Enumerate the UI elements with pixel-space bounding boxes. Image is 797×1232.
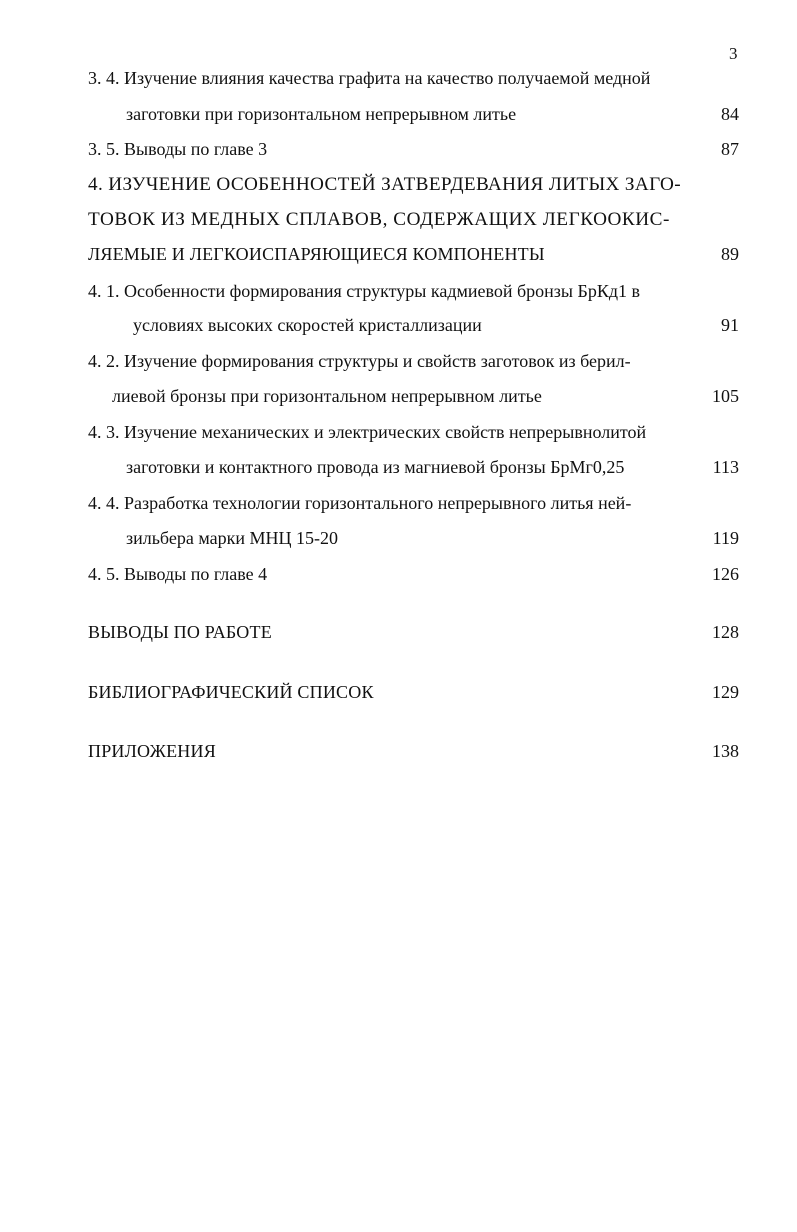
toc-page-number: 128 bbox=[712, 622, 739, 642]
toc-entry-text: 4. 1. Особенности формирования структуры кадмиевой бронзы БрКд1 в bbox=[88, 281, 641, 301]
toc-entry-text: лиевой бронзы при горизонтальном непрерывном литье bbox=[112, 386, 542, 406]
toc-page-number: 91 bbox=[721, 315, 739, 335]
toc-entry-text: 4. 3. Изучение механических и электрических свойств непрерывнолитой bbox=[88, 422, 647, 442]
toc-page-number: 129 bbox=[712, 682, 739, 702]
toc-chapter-text: 4. ИЗУЧЕНИЕ ОСОБЕННОСТЕЙ ЗАТВЕРДЕВАНИЯ ЛИТЫХ ЗАГО- bbox=[88, 174, 681, 195]
toc-entry-text: 3. 5. Выводы по главе 3 bbox=[88, 139, 268, 159]
toc-page-number: 105 bbox=[712, 386, 739, 406]
toc-entry-text: 4. 4. Разработка технологии горизонтального непрерывного литья ней- bbox=[88, 493, 632, 513]
toc-page-number: 138 bbox=[712, 741, 739, 761]
toc-entry-text: заготовки и контактного провода из магниевой бронзы БрМг0,25 bbox=[126, 457, 625, 477]
toc-entry-text: 4. 5. Выводы по главе 4 bbox=[88, 564, 268, 584]
toc-entry-text: 3. 4. Изучение влияния качества графита на качество получаемой медной bbox=[88, 68, 651, 88]
toc-page-number: 126 bbox=[712, 564, 739, 584]
toc-chapter-text: ТОВОК ИЗ МЕДНЫХ СПЛАВОВ, СОДЕРЖАЩИХ ЛЕГКООКИС- bbox=[88, 209, 670, 230]
toc-page-number: 119 bbox=[712, 528, 739, 548]
toc-section-text: ВЫВОДЫ ПО РАБОТЕ bbox=[88, 622, 272, 642]
page-number: 3 bbox=[729, 44, 738, 63]
toc-section-text: ПРИЛОЖЕНИЯ bbox=[88, 741, 216, 761]
toc-page-number: 113 bbox=[712, 457, 739, 477]
toc-page-number: 84 bbox=[721, 104, 739, 124]
toc-section-text: БИБЛИОГРАФИЧЕСКИЙ СПИСОК bbox=[88, 682, 374, 702]
toc-page-number: 87 bbox=[721, 139, 739, 159]
toc-entry-text: 4. 2. Изучение формирования структуры и свойств заготовок из берил- bbox=[88, 351, 631, 371]
toc-entry-text: заготовки при горизонтальном непрерывном литье bbox=[126, 104, 517, 124]
toc-entry-text: условиях высоких скоростей кристаллизации bbox=[133, 315, 482, 335]
toc-entry-text: зильбера марки МНЦ 15-20 bbox=[126, 528, 338, 548]
toc-chapter-text: ЛЯЕМЫЕ И ЛЕГКОИСПАРЯЮЩИЕСЯ КОМПОНЕНТЫ bbox=[88, 244, 545, 264]
toc-page-number: 89 bbox=[721, 244, 739, 264]
